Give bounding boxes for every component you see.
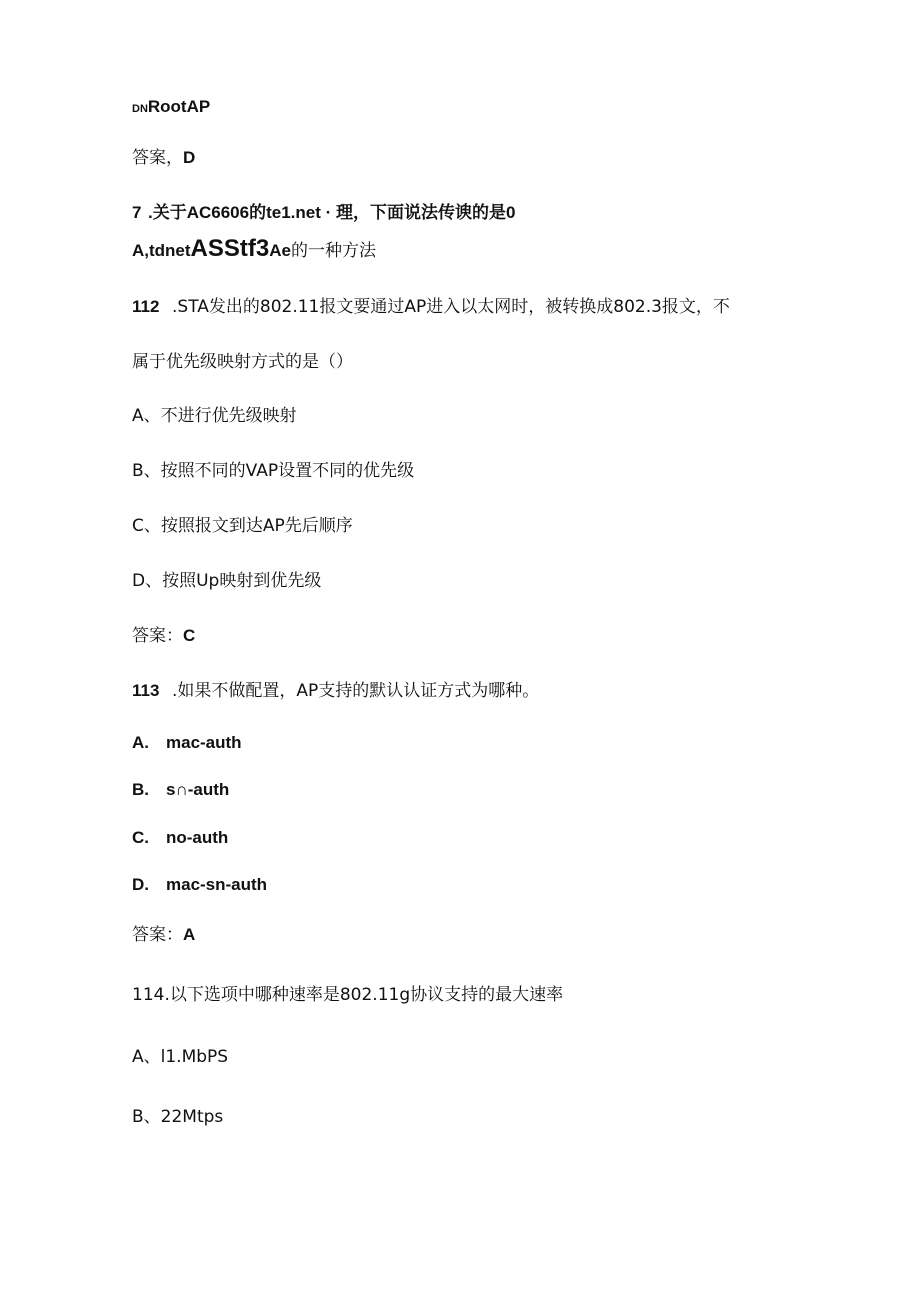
option-text: B、22Mtps: [132, 1107, 224, 1127]
option-a: [132, 732, 242, 754]
option-text: mac-sn-auth: [166, 875, 268, 894]
option-d: [132, 874, 267, 896]
answer-label: 答案：: [132, 626, 183, 646]
answer-line: [132, 625, 195, 647]
question-text: .如果不做配置，AP支持的默认认证方式为哪种。: [172, 681, 540, 701]
option-text: A、不进行优先级映射: [132, 406, 297, 426]
option-b: [132, 1106, 223, 1128]
option-letter: A.: [132, 733, 149, 752]
option-text: D、按照Up映射到优先级: [132, 571, 322, 591]
answer-value: C: [183, 626, 196, 645]
answer-value: A: [183, 925, 196, 944]
question-number: 7: [132, 203, 142, 222]
option-d: [132, 570, 321, 592]
question-7-option: [132, 235, 376, 262]
question-number: 113: [132, 681, 160, 700]
answer-line: [132, 147, 195, 169]
question-113: [132, 680, 539, 702]
question-114: [132, 984, 563, 1006]
answer-label: 答案，: [132, 148, 183, 168]
option-part-a: A,tdnet: [132, 241, 191, 260]
option-text: C、按照报文到达AP先后顺序: [132, 516, 353, 536]
option-d-text: [132, 96, 210, 120]
option-part-b: Ae: [269, 241, 291, 260]
question-112-cont: [132, 351, 353, 373]
question-text: .关于AC6606的te1.net · 理，下面说法传谀的是0: [148, 203, 516, 222]
option-letter: D.: [132, 875, 149, 894]
answer-value: D: [183, 148, 196, 167]
option-letter: C.: [132, 828, 149, 847]
option-c: [132, 827, 228, 849]
option-c: [132, 515, 353, 537]
option-a: [132, 405, 297, 427]
option-part-big: ASStf3: [190, 235, 270, 262]
option-b: [132, 779, 229, 801]
answer-label: 答案：: [132, 925, 183, 945]
question-number: 112: [132, 297, 160, 316]
option-text: s∩-auth: [166, 780, 230, 799]
answer-line: [132, 924, 195, 946]
option-value: RootAP: [147, 97, 211, 116]
question-text: .STA发出的802.11报文要通过AP进入以太网时，被转换成802.3报文，不: [172, 297, 730, 317]
option-text: B、按照不同的VAP设置不同的优先级: [132, 461, 415, 481]
question-7: [132, 202, 515, 224]
question-112: [132, 296, 730, 318]
option-part-rest: 的一种方法: [290, 241, 376, 261]
option-text: mac-auth: [166, 733, 242, 752]
option-text: A、l1.MbPS: [132, 1047, 229, 1067]
option-b: [132, 460, 414, 482]
question-text: 114.以下选项中哪种速率是802.11g协议支持的最大速率: [132, 985, 564, 1005]
option-letter: B.: [132, 780, 149, 799]
option-a: [132, 1046, 228, 1068]
option-text: no-auth: [166, 828, 229, 847]
option-prefix: DN: [132, 103, 148, 115]
question-text: 属于优先级映射方式的是（）: [132, 352, 353, 372]
